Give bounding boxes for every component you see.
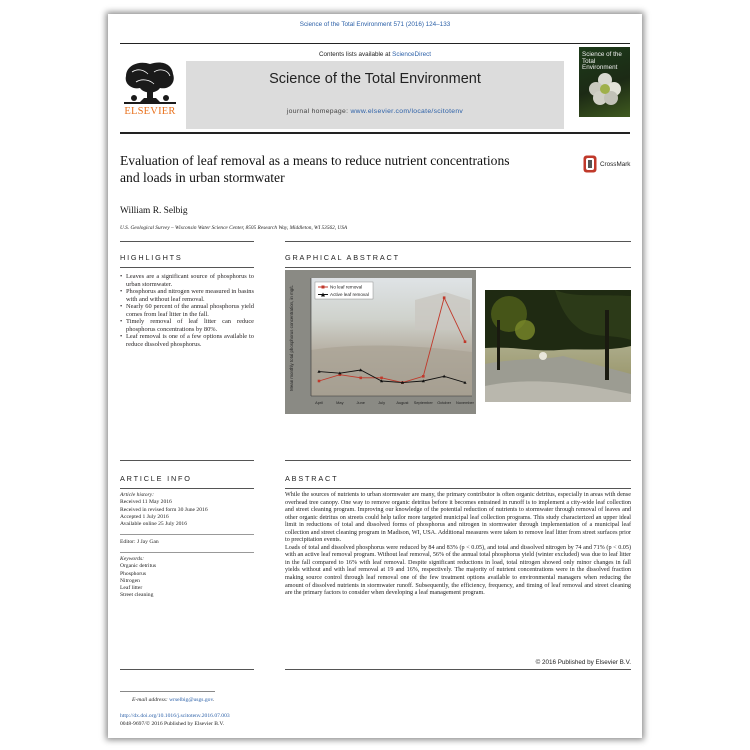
chart-x-tick-label: April xyxy=(315,400,323,405)
highlights-heading-rule xyxy=(120,267,254,268)
homepage-label: journal homepage: xyxy=(286,108,351,115)
data-point-no-leaf-removal xyxy=(464,340,467,343)
chart-x-tick-label: August xyxy=(396,400,409,405)
data-point-no-leaf-removal xyxy=(422,375,425,378)
author-name: William R. Selbig xyxy=(120,206,188,216)
keyword-item: Street cleaning xyxy=(120,592,154,599)
highlight-text: Nearly 60 percent of the annual phosphorus yield comes from leaf litter in the fall. xyxy=(126,303,254,318)
article-info-heading: ARTICLE INFO xyxy=(120,474,192,483)
history-revised: Received in revised form 30 June 2016 xyxy=(120,506,208,513)
graphical-abstract-top-rule xyxy=(285,241,631,242)
abstract-heading: ABSTRACT xyxy=(285,474,339,483)
keyword-item: Phosphorus xyxy=(120,570,147,577)
cover-title-line1: Science of the xyxy=(582,51,622,58)
issn-line: 0048-9697/© 2016 Published by Elsevier B.V. xyxy=(120,721,225,727)
journal-title: Science of the Total Environment xyxy=(269,71,481,87)
chart-legend xyxy=(315,282,373,299)
street-photo-road xyxy=(311,345,472,396)
email-suffix: . xyxy=(212,697,215,703)
header-divider xyxy=(120,132,630,134)
keywords-block xyxy=(120,556,254,600)
graphical-abstract-heading-rule xyxy=(285,267,631,268)
top-divider xyxy=(120,43,630,44)
article-info-heading-rule xyxy=(120,488,254,489)
journal-banner xyxy=(186,61,564,129)
highlight-item: • Leaf removal is one of a few options available to reduce dissolved phosphorus. xyxy=(120,333,254,348)
paper-title xyxy=(120,152,575,186)
history-online: Available online 25 July 2016 xyxy=(120,521,188,528)
cover-title-line2: Total Environment xyxy=(582,57,618,71)
crossmark-icon[interactable] xyxy=(583,155,597,173)
doi-link[interactable]: http://dx.doi.org/10.1016/j.scitotenv.2016.07.003 xyxy=(120,713,230,719)
chart-x-tick-label: June xyxy=(356,400,365,405)
chart-x-tick-label: October xyxy=(437,400,452,405)
article-history-label: Article history: xyxy=(120,492,155,498)
history-accepted: Accepted 1 July 2016 xyxy=(120,513,169,520)
data-point-no-leaf-removal xyxy=(318,380,321,383)
editor-line: Editor: J Jay Gan xyxy=(120,539,159,545)
highlight-text: Phosphorus and nitrogen were measured in basins with and without leaf removal. xyxy=(126,288,254,303)
article-history xyxy=(120,492,254,528)
chart-x-tick-label: November xyxy=(456,400,474,405)
tree-lined-street-photo xyxy=(485,290,631,402)
legend-label-no-removal: No leaf removal xyxy=(330,284,363,290)
email-label: E-mail address: xyxy=(132,697,170,703)
author-affiliation: U.S. Geological Survey – Wisconsin Water Science Center, 8505 Research Way, Middleton, WI 53562, USA xyxy=(120,225,348,231)
sciencedirect-link[interactable]: ScienceDirect xyxy=(392,51,431,58)
abstract-body xyxy=(285,492,631,598)
article-info-top-rule xyxy=(120,460,254,461)
chart-x-tick-label: September xyxy=(413,400,433,405)
keywords-bottom-rule xyxy=(120,669,254,670)
chart-y-axis-label: Mean monthly total phosphorus concentration, in mg/L xyxy=(289,285,294,391)
highlights-top-rule xyxy=(120,241,254,242)
article-page xyxy=(108,14,642,738)
history-editor-rule xyxy=(120,534,254,535)
footnote-rule xyxy=(120,691,215,692)
editor-keywords-rule xyxy=(120,552,254,553)
highlights-list xyxy=(120,273,254,348)
journal-cover xyxy=(579,47,630,117)
abstract-copyright: © 2016 Published by Elsevier B.V. xyxy=(535,659,631,666)
data-point-no-leaf-removal xyxy=(443,296,446,299)
email-footnote xyxy=(132,697,214,703)
abstract-paragraph-1: While the sources of nutrients to urban stormwater are many, the primary contributor is often organic detritus, especially in areas with dense overhead tree canopy. One way to remove organic detritus before it becomes entrained in runoff is to implement a city-wide leaf collection and street cleaning program. Improving our knowledge of the potential reduction of nutrients to stormwater through removal of leaves and other organic detritus on streets could help tailor more targeted municipal leaf collection programs. This study characterized an upper ideal limit in reductions of total and dissolved forms of phosphorus and nitrogen in stormwater through implementation of a municipal leaf collection and street cleaning program in Madison, WI, USA. Additional measures were taken to remove leaf litter from street surfaces prior to precipitation events. xyxy=(285,492,631,544)
abstract-heading-rule xyxy=(285,488,631,489)
abstract-bottom-rule xyxy=(285,669,631,670)
legend-label-active-removal: Active leaf removal xyxy=(330,292,369,298)
graphical-abstract-heading: GRAPHICAL ABSTRACT xyxy=(285,253,400,262)
keyword-item: Nitrogen xyxy=(120,577,140,584)
highlight-item: • Phosphorus and nitrogen were measured in basins with and without leaf removal. xyxy=(120,288,254,303)
abstract-top-rule xyxy=(285,460,631,461)
elsevier-wordmark[interactable]: ELSEVIER xyxy=(124,106,176,117)
crossmark-label[interactable]: CrossMark xyxy=(600,161,631,168)
highlight-text: Leaves are a significant source of phosphorus to urban stormwater. xyxy=(126,273,254,288)
journal-citation-link[interactable]: Science of the Total Environment 571 (2016) 124–133 xyxy=(299,21,451,28)
keyword-item: Organic detritus xyxy=(120,563,157,570)
cover-flower-image xyxy=(588,71,622,107)
abstract-paragraph-2: Loads of total and dissolved phosphorus were reduced by 84 and 83% (p < 0.05), and total and dissolved nitrogen by 74 and 71% (p < 0.05) with an active leaf removal program. Without leaf removal, 56% of the annual total phosphorus yield (winter excluded) was due to leaf litter in the fall compared to 16% with leaf removal. Despite significant reductions in load, total nitrogen showed only minor changes in fall yields without and with leaf removal at 19 and 16%, respectively. The majority of nutrient concentrations were in the dissolved fraction making source control through leaf removal one of the few treatment options available to environmental managers when reducing the amount of dissolved nutrients in stormwater runoff. Subsequently, the efficiency, frequency, and timing of leaf removal and street cleaning are the primary factors to consider when developing a leaf management program. xyxy=(285,544,631,597)
contents-availability xyxy=(186,51,564,58)
legend-marker-no-removal xyxy=(322,286,325,289)
highlight-text: Leaf removal is one of a few options available to reduce dissolved phosphorus. xyxy=(126,333,254,348)
chart-x-tick-label: May xyxy=(336,400,344,405)
homepage-link[interactable]: www.elsevier.com/locate/scitotenv xyxy=(350,108,464,115)
highlight-text: Timely removal of leaf litter can reduce phosphorus concentrations by 80%. xyxy=(126,318,254,333)
journal-homepage xyxy=(186,108,564,115)
cover-title xyxy=(582,52,628,72)
data-point-no-leaf-removal xyxy=(359,377,362,380)
keyword-item: Leaf litter xyxy=(120,585,143,592)
email-link[interactable]: wrselbig@usgs.gov xyxy=(169,697,213,703)
highlights-heading: HIGHLIGHTS xyxy=(120,253,183,262)
data-point-no-leaf-removal xyxy=(380,377,383,380)
chart-x-tick-label: July xyxy=(378,400,386,405)
phosphorus-concentration-chart xyxy=(285,270,476,414)
highlight-item: • Timely removal of leaf litter can reduce phosphorus concentrations by 80%. xyxy=(120,318,254,333)
paper-title-line1: Evaluation of leaf removal as a means to reduce nutrient concentrations xyxy=(120,153,510,168)
highlight-item: • Nearly 60 percent of the annual phosphorus yield comes from leaf litter in the fall. xyxy=(120,303,254,318)
highlight-item: • Leaves are a significant source of phosphorus to urban stormwater. xyxy=(120,273,254,288)
keywords-label: Keywords: xyxy=(120,556,145,562)
paper-title-line2: and loads in urban stormwater xyxy=(120,170,285,185)
history-received: Received 11 May 2016 xyxy=(120,499,172,506)
contents-prefix: Contents lists available at xyxy=(318,51,393,58)
